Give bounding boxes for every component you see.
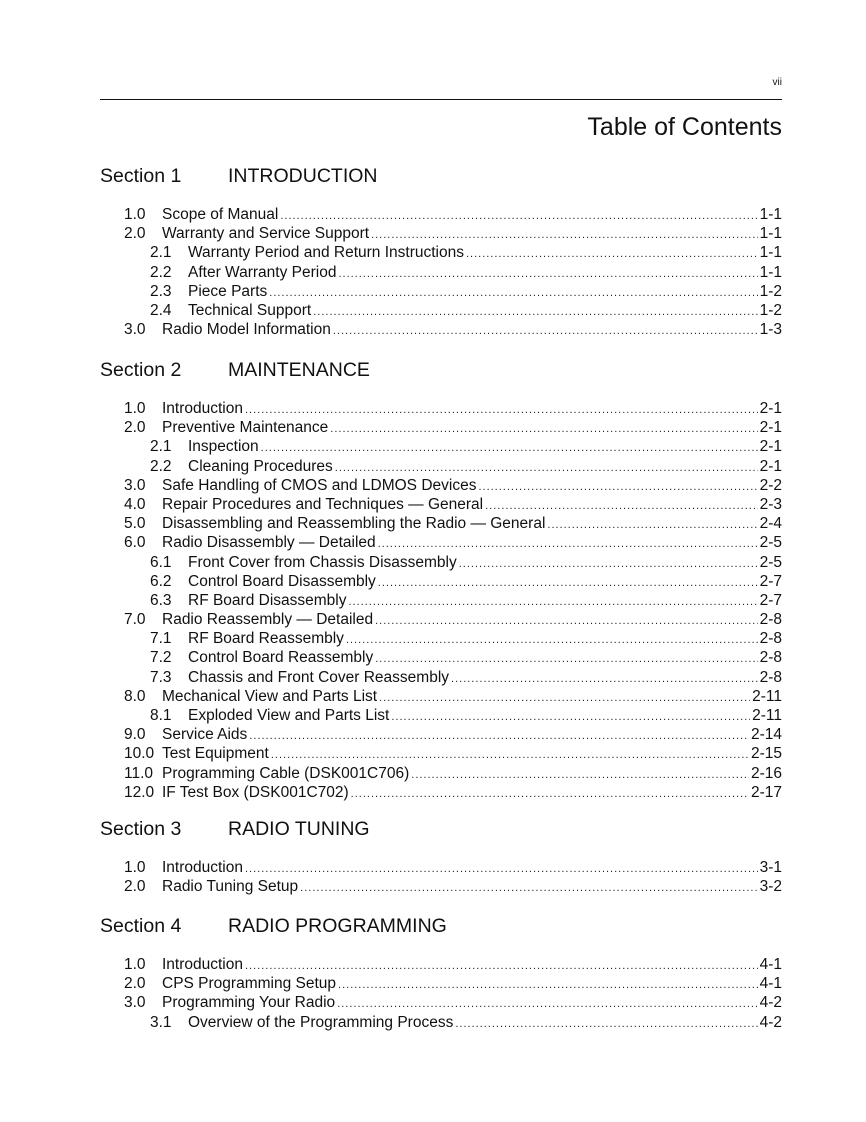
toc-entry[interactable]	[100, 744, 782, 763]
dot-leader	[261, 439, 758, 458]
dot-leader	[346, 631, 758, 650]
entry-page: 1-1	[759, 244, 782, 262]
section-number: Section 1	[100, 165, 182, 187]
entry-number: 8.0	[124, 687, 146, 705]
entry-title: Service Aids	[162, 726, 248, 744]
toc-entry[interactable]	[100, 610, 782, 629]
dot-leader	[379, 689, 750, 708]
toc-entry[interactable]	[100, 301, 782, 320]
entry-page: 1-1	[759, 225, 782, 243]
dot-leader	[338, 265, 757, 284]
entry-title: Chassis and Front Cover Reassembly	[188, 668, 450, 686]
section-2	[100, 357, 782, 802]
entry-page: 2-1	[759, 457, 782, 475]
toc-entry[interactable]	[100, 993, 782, 1012]
dot-leader	[459, 555, 758, 574]
toc-entry[interactable]	[100, 572, 782, 591]
entry-title: Introduction	[162, 400, 243, 417]
toc-entry[interactable]	[100, 553, 782, 572]
toc-entry[interactable]	[100, 783, 782, 802]
entry-title: Cleaning Procedures	[188, 457, 333, 475]
entry-page: 1-3	[759, 321, 782, 339]
entry-number: 2.0	[124, 878, 146, 896]
entry-page: 2-7	[759, 572, 782, 590]
section-1	[100, 163, 782, 339]
entry-number: 8.1	[150, 707, 172, 724]
toc-entry[interactable]	[100, 418, 782, 437]
entry-title: Exploded View and Parts List	[188, 707, 390, 724]
entry-number: 10.0	[124, 745, 155, 763]
entry-number: 2.4	[150, 301, 172, 319]
entry-page: 4-2	[759, 1013, 782, 1031]
entry-title: Safe Handling of CMOS and LDMOS Devices	[162, 476, 477, 494]
dot-leader	[451, 670, 758, 689]
section-heading	[100, 357, 782, 383]
dot-leader	[411, 766, 749, 785]
toc-list	[100, 399, 782, 802]
toc-entry[interactable]	[100, 591, 782, 610]
entry-number: 4.0	[124, 495, 146, 513]
section-number: Section 2	[100, 359, 182, 381]
dot-leader	[375, 612, 758, 631]
toc-entry[interactable]	[100, 668, 782, 687]
entry-title: IF Test Box (DSK001C702)	[162, 783, 349, 801]
entry-title: Test Equipment	[162, 745, 269, 763]
toc-entry[interactable]	[100, 725, 782, 744]
entry-number: 2.0	[124, 975, 146, 993]
entry-number: 1.0	[124, 400, 146, 417]
toc-entry[interactable]	[100, 858, 782, 877]
dot-leader	[351, 785, 749, 804]
entry-title: Radio Reassembly — Detailed	[162, 611, 374, 629]
dot-leader	[333, 322, 758, 341]
toc-entry[interactable]	[100, 706, 782, 725]
entry-title: Warranty and Service Support	[162, 225, 370, 243]
entry-title: RF Board Disassembly	[188, 591, 347, 609]
entry-number: 2.0	[124, 419, 146, 437]
entry-page: 2-16	[750, 764, 782, 782]
entry-page: 3-2	[759, 878, 782, 896]
entry-number: 12.0	[124, 783, 155, 801]
dot-leader	[349, 593, 758, 612]
section-title: MAINTENANCE	[228, 359, 370, 381]
toc-entry[interactable]	[100, 648, 782, 667]
entry-title: Radio Tuning Setup	[162, 878, 299, 896]
section-heading	[100, 816, 782, 842]
dot-leader	[547, 516, 757, 535]
entry-title: Warranty Period and Return Instructions	[188, 244, 464, 262]
dot-leader	[478, 478, 757, 497]
entry-number: 1.0	[124, 859, 146, 876]
entry-page: 2-15	[750, 745, 782, 763]
entry-page: 4-2	[759, 994, 782, 1012]
toc-entry[interactable]	[100, 974, 782, 993]
section-heading	[100, 163, 782, 189]
dot-leader	[269, 284, 757, 303]
entry-title: Radio Model Information	[162, 321, 331, 339]
toc-entry[interactable]	[100, 629, 782, 648]
entry-page: 2-1	[759, 419, 782, 437]
dot-leader	[378, 574, 758, 593]
entry-number: 5.0	[124, 515, 146, 533]
entry-title: Programming Cable (DSK001C706)	[162, 764, 410, 782]
entry-page: 2-8	[759, 611, 782, 629]
entry-title: Radio Disassembly — Detailed	[162, 534, 376, 552]
entry-page: 2-1	[759, 400, 782, 417]
section-number: Section 3	[100, 818, 182, 840]
entry-number: 2.3	[150, 282, 172, 300]
toc-entry[interactable]	[100, 437, 782, 456]
entry-page: 2-7	[759, 591, 782, 609]
toc-entry[interactable]	[100, 399, 782, 418]
page-number: vii	[772, 77, 782, 88]
dot-leader	[249, 727, 749, 746]
entry-title: Front Cover from Chassis Disassembly	[188, 553, 457, 571]
entry-page: 2-11	[752, 687, 782, 705]
toc-entry[interactable]	[100, 205, 782, 224]
dot-leader	[466, 245, 758, 264]
entry-page: 1-1	[759, 263, 782, 281]
entry-page: 2-5	[759, 553, 782, 571]
entry-title: CPS Programming Setup	[162, 975, 337, 993]
toc-entry[interactable]	[100, 476, 782, 495]
toc-entry[interactable]	[100, 263, 782, 282]
toc-entry[interactable]	[100, 282, 782, 301]
toc-entry[interactable]	[100, 533, 782, 552]
toc-entry[interactable]	[100, 687, 782, 706]
dot-leader	[313, 303, 757, 322]
entry-page: 2-17	[750, 783, 782, 801]
entry-page: 2-8	[759, 668, 782, 686]
entry-title: Control Board Disassembly	[188, 572, 376, 590]
entry-title: Programming Your Radio	[162, 994, 336, 1012]
entry-title: Inspection	[188, 438, 259, 456]
entry-number: 6.0	[124, 534, 146, 552]
entry-page: 2-1	[759, 438, 782, 456]
entry-page: 2-3	[759, 495, 782, 513]
entry-title: RF Board Reassembly	[188, 630, 344, 648]
entry-title: Technical Support	[188, 301, 312, 319]
entry-number: 3.0	[124, 476, 146, 494]
toc-entry[interactable]	[100, 457, 782, 476]
section-4	[100, 913, 782, 1032]
entry-number: 11.0	[124, 764, 154, 782]
toc-list	[100, 205, 782, 339]
entry-page: 2-14	[750, 726, 782, 744]
dot-leader	[245, 860, 758, 879]
entry-page: 4-1	[759, 975, 782, 993]
entry-title: Introduction	[162, 956, 243, 973]
entry-number: 3.0	[124, 321, 146, 339]
entry-number: 2.1	[150, 244, 172, 262]
entry-number: 6.2	[150, 572, 172, 590]
entry-title: Disassembling and Reassembling the Radio — General	[162, 515, 546, 533]
dot-leader	[330, 420, 757, 439]
dot-leader	[300, 879, 757, 898]
entry-title: Piece Parts	[188, 282, 268, 300]
entry-page: 2-2	[759, 476, 782, 494]
section-title: RADIO TUNING	[228, 818, 370, 840]
entry-page: 2-4	[759, 515, 782, 533]
entry-title: After Warranty Period	[188, 263, 337, 281]
toc-entry[interactable]	[100, 764, 782, 783]
entry-number: 2.1	[150, 438, 172, 456]
section-heading	[100, 913, 782, 939]
entry-number: 7.1	[150, 630, 172, 648]
entry-title: Introduction	[162, 859, 243, 876]
entry-number: 2.0	[124, 225, 146, 243]
toc-entry[interactable]	[100, 877, 782, 896]
entry-page: 3-1	[759, 859, 782, 876]
entry-number: 9.0	[124, 726, 146, 744]
toc-entry[interactable]	[100, 514, 782, 533]
toc-list	[100, 858, 782, 896]
section-title: INTRODUCTION	[228, 165, 378, 187]
toc-list	[100, 955, 782, 1032]
header-rule	[100, 99, 782, 100]
section-title: RADIO PROGRAMMING	[228, 915, 447, 937]
entry-title: Control Board Reassembly	[188, 649, 374, 667]
toc-entry[interactable]	[100, 320, 782, 339]
entry-title: Scope of Manual	[162, 206, 279, 223]
entry-number: 2.2	[150, 263, 172, 281]
entry-title: Mechanical View and Parts List	[162, 687, 378, 705]
toc-entry[interactable]	[100, 224, 782, 243]
entry-number: 6.3	[150, 591, 172, 609]
entry-number: 6.1	[150, 553, 172, 571]
section-number: Section 4	[100, 915, 182, 937]
section-3	[100, 816, 782, 896]
entry-title: Repair Procedures and Techniques — General	[162, 495, 484, 513]
entry-number: 7.0	[124, 611, 146, 629]
entry-page: 2-11	[752, 707, 782, 724]
entry-page: 1-2	[759, 301, 782, 319]
entry-page: 2-8	[759, 649, 782, 667]
toc-entry[interactable]	[100, 955, 782, 974]
entry-number: 7.3	[150, 668, 172, 686]
dot-leader	[338, 976, 758, 995]
entry-number: 2.2	[150, 457, 172, 475]
toc-entry[interactable]	[100, 495, 782, 514]
entry-page: 2-8	[759, 630, 782, 648]
entry-title: Preventive Maintenance	[162, 419, 329, 437]
entry-page: 4-1	[759, 956, 782, 973]
entry-number: 1.0	[124, 956, 146, 973]
entry-number: 3.0	[124, 994, 146, 1012]
toc-entry[interactable]	[100, 243, 782, 262]
entry-title: Overview of the Programming Process	[188, 1013, 454, 1031]
entry-page: 1-2	[759, 282, 782, 300]
entry-number: 7.2	[150, 649, 172, 667]
entry-page: 2-5	[759, 534, 782, 552]
toc-entry[interactable]	[100, 1013, 782, 1032]
entry-number: 1.0	[124, 206, 146, 223]
page-title: Table of Contents	[587, 113, 782, 141]
dot-leader	[455, 1015, 757, 1034]
dot-leader	[391, 708, 750, 727]
entry-number: 3.1	[150, 1013, 172, 1031]
entry-page: 1-1	[759, 206, 782, 223]
